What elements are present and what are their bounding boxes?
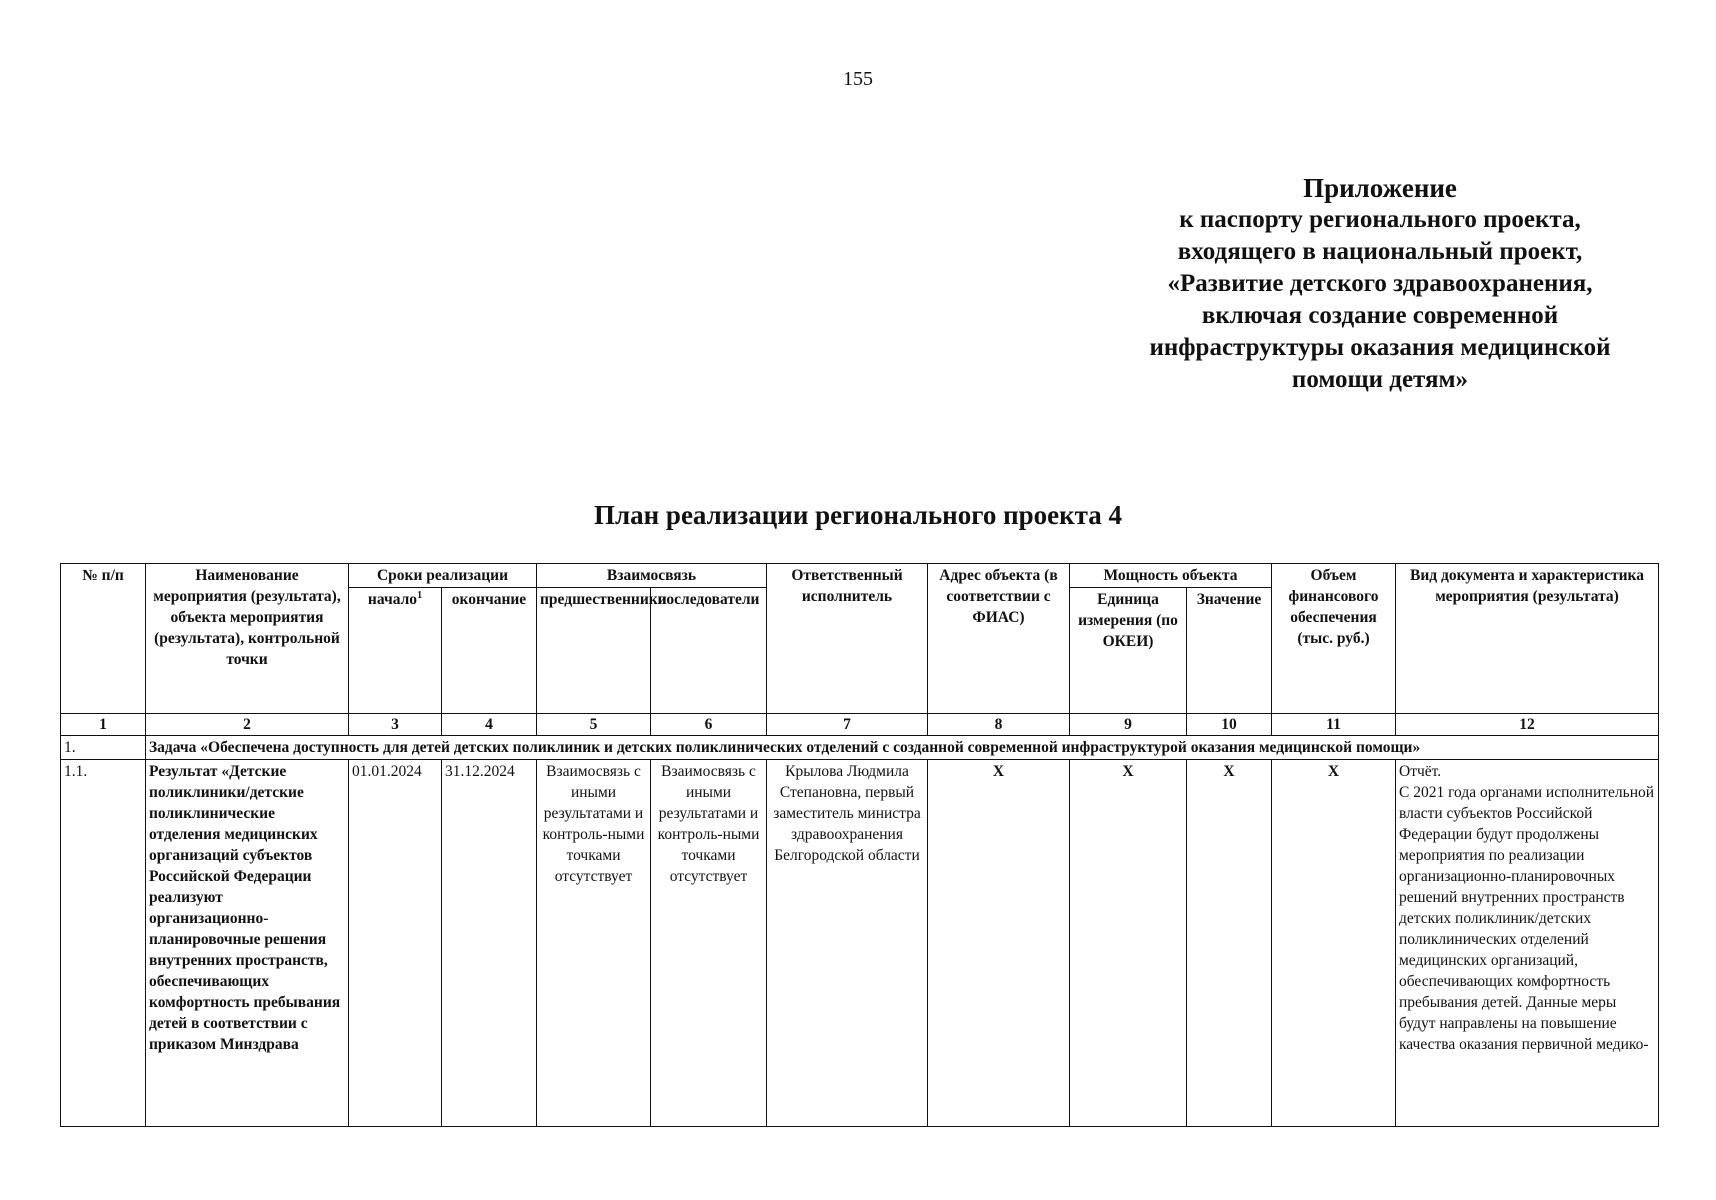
- column-number: 9: [1070, 714, 1187, 736]
- plan-title: План реализации регионального проекта 4: [593, 500, 1123, 530]
- task-text: Задача «Обеспечена доступность для детей детских поликлиник и детских поликлинических отделений с созданной современной инфраструктурой оказания медицинской помощи»: [146, 736, 1659, 760]
- header-address: Адрес объекта (в соответствии с ФИАС): [928, 564, 1070, 714]
- column-number-row: [61, 714, 1659, 736]
- column-number: 12: [1396, 714, 1659, 736]
- column-number: 3: [349, 714, 442, 736]
- row-num: 1.1.: [61, 760, 146, 1127]
- header-relation: Взаимосвязь: [537, 564, 767, 588]
- table-row: [61, 760, 1659, 1127]
- appendix-line: включая создание современной: [1201, 302, 1559, 329]
- row-finance: X: [1272, 760, 1396, 1127]
- column-number: 8: [928, 714, 1070, 736]
- appendix-line: к паспорту регионального проекта,: [1179, 206, 1581, 233]
- task-num: 1.: [61, 736, 146, 760]
- row-value: X: [1187, 760, 1272, 1127]
- header-name: Наименование мероприятия (результата), объекта мероприятия (результата), контрольной точки: [146, 564, 349, 714]
- header-finance: Объем финансового обеспечения (тыс. руб.): [1272, 564, 1396, 714]
- column-number: 5: [537, 714, 651, 736]
- header-value: Значение: [1187, 588, 1272, 714]
- header-start: начало$^1$: [349, 588, 442, 714]
- row-responsible: Крылова Людмила Степановна, первый заместитель министра здравоохранения Белгородской области: [767, 760, 928, 1127]
- task-row: [61, 736, 1659, 760]
- column-number: 10: [1187, 714, 1272, 736]
- row-predecessors: Взаимосвязь с иными результатами и контроль-ными точками отсутствует: [537, 760, 651, 1127]
- row-successors: Взаимосвязь с иными результатами и контроль-ными точками отсутствует: [651, 760, 767, 1127]
- column-number: 11: [1272, 714, 1396, 736]
- appendix-title: Приложение: [1303, 173, 1457, 203]
- appendix-line: «Развитие детского здравоохранения,: [1167, 270, 1593, 297]
- row-start: 01.01.2024: [349, 760, 442, 1127]
- column-number: 4: [442, 714, 537, 736]
- header-capacity: Мощность объекта: [1070, 564, 1272, 588]
- header-unit: Единица измерения (по ОКЕИ): [1070, 588, 1187, 714]
- column-number: 7: [767, 714, 928, 736]
- header-end: окончание: [442, 588, 537, 714]
- header-doc-type: Вид документа и характеристика мероприятия (результата): [1396, 564, 1659, 714]
- row-unit: X: [1070, 760, 1187, 1127]
- header-row-top: [61, 564, 1659, 588]
- appendix-block: [1085, 172, 1675, 396]
- column-number: 2: [146, 714, 349, 736]
- row-end: 31.12.2024: [442, 760, 537, 1127]
- row-doc-text: С 2021 года органами исполнительной власти субъектов Российской Федерации будут продолжены мероприятия по реализации организационно-планировочных решений внутренних пространств детских поликлиник/детских поликлинических отделений медицинских организаций, обеспечивающих комфортность пребывания детей. Данные меры будут направлены на повышение качества оказания первичной медико-: [1399, 784, 1655, 1053]
- page-number: 155: [843, 68, 873, 90]
- appendix-line: инфраструктуры оказания медицинской: [1149, 334, 1611, 361]
- footnote-mark: 1: [417, 589, 423, 601]
- header-terms: Сроки реализации: [349, 564, 537, 588]
- column-number: 1: [61, 714, 146, 736]
- header-num: № п/п: [61, 564, 146, 714]
- appendix-line: входящего в национальный проект,: [1177, 238, 1583, 265]
- row-name: Результат «Детские поликлиники/детские поликлинические отделения медицинских организаций субъектов Российской Федерации реализуют организационно-планировочные решения внутренних пространств, обеспечивающих комфортность пребывания детей в соответствии с приказом Минздрава: [146, 760, 349, 1127]
- row-doc: [1396, 760, 1659, 1127]
- row-address: X: [928, 760, 1070, 1127]
- appendix-line: помощи детям»: [1291, 366, 1469, 393]
- plan-table: [60, 563, 1659, 1127]
- header-successors: последователи: [651, 588, 767, 714]
- header-responsible: Ответственный исполнитель: [767, 564, 928, 714]
- header-predecessors: предшественники: [537, 588, 651, 714]
- column-number: 6: [651, 714, 767, 736]
- row-doc-title: Отчёт.: [1399, 763, 1442, 780]
